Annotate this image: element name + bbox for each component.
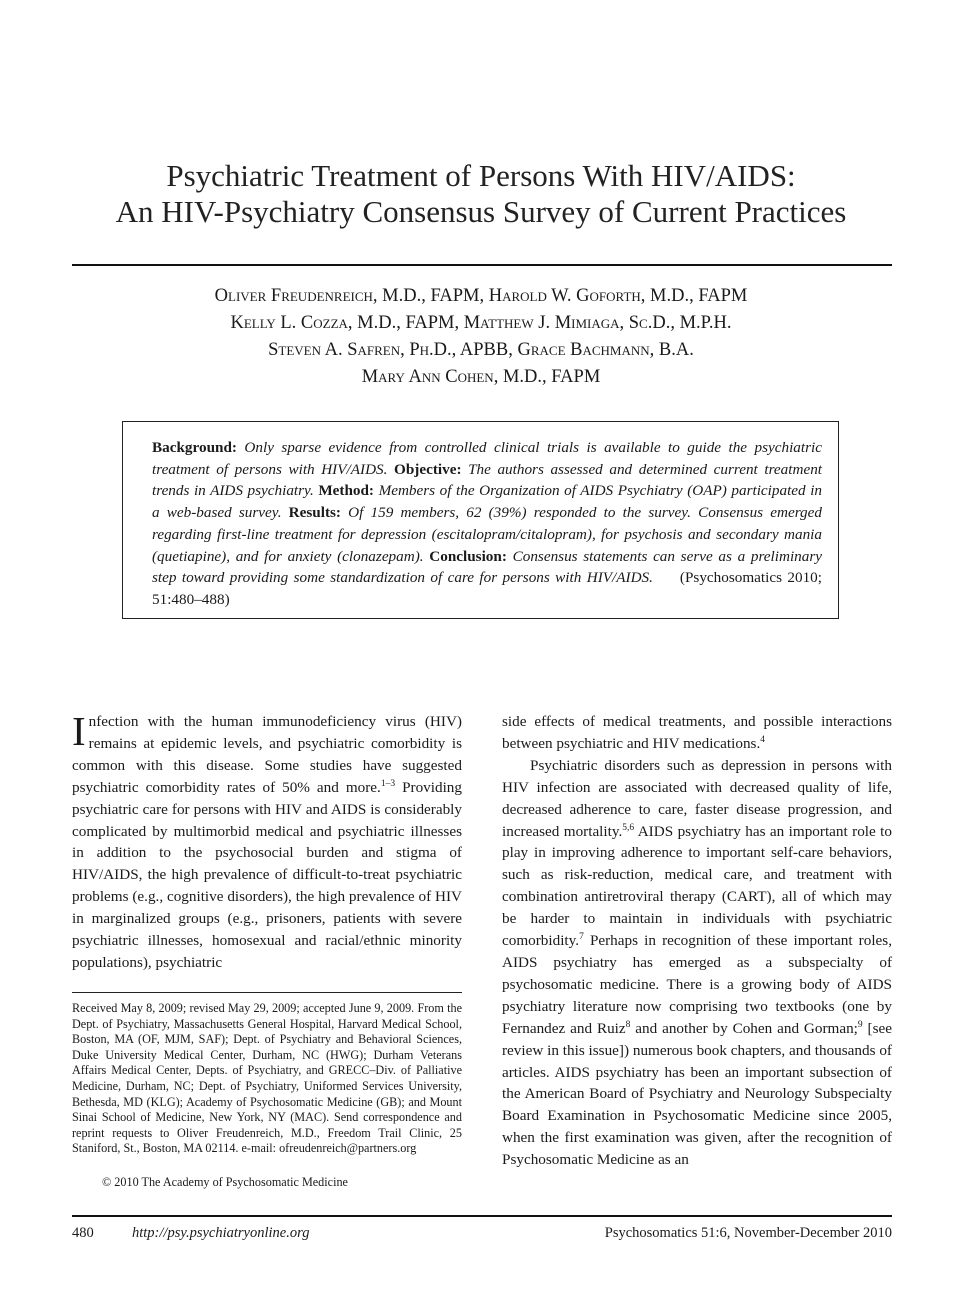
footnote-rule xyxy=(72,992,462,993)
objective-text: The authors assessed and determined current treatment trends in AIDS psychiatry. xyxy=(152,460,823,500)
footnote: Received May 8, 2009; revised May 29, 2009; accepted June 9, 2009. From the Dept. of Psychiatry, Massachusetts General Hospital, Harvard Medical School, Boston, MA (OF, MJM, SAF); Dept. of Psychiatry and Behavioral Sciences, Duke University Medical Center, Durham, NC (HWG); Durham Veterans Affairs Medical Center, Depts. of Psychiatry, and GRECC–Div. of Palliative Medicine, Durham, NC; Dept. of Psychiatry, Uniformed Services University, Bethesda, MD (KLG); Academy of Psychosomatic Medicine (GB); and Mount Sinai School of Medicine, New York, NY (MAC). Send correspondence and reprint requests to Oliver Freudenreich, M.D., Freedom Trail Clinic, 25 Staniford, St., Boston, MA 02114. e-mail: ofreudenreich@partners.org xyxy=(72,1001,462,1156)
conclusion-text: Consensus statements can serve as a preliminary step toward providing some standardization of care for persons with HIV/AIDS. xyxy=(152,547,823,587)
paragraph xyxy=(502,755,892,1171)
paragraph xyxy=(502,711,892,755)
journal-url-link[interactable]: http://psy.psychiatryonline.org xyxy=(132,1225,310,1241)
body-text: AIDS psychiatry has an important role to play in improving adherence to important self-care behaviors, such as risk-reduction, medical care, and treatment with combination antiretroviral therapy (CART), all of which may be harder to maintain in individuals with psychiatric comorbidity. xyxy=(502,822,892,950)
author-line: Steven A. Safren, Ph.D., APBB, Grace Bachmann, B.A. xyxy=(268,340,694,360)
body-column-left xyxy=(72,708,462,974)
body-text: [see review in this issue]) numerous book chapters, and thousands of articles. AIDS psychiatry has been an important subsection of the American Board of Psychiatry and Neurology Subspecialty Board Examination in Psychosomatic Medicine since 2005, when the first examination was given, after the recognition of Psychosomatic Medicine as an xyxy=(502,1019,892,1169)
citation-sup: 8 xyxy=(625,1019,631,1030)
objective-label: Objective: xyxy=(394,460,462,478)
method-label: Method: xyxy=(318,482,374,500)
citation-sup: 7 xyxy=(579,932,584,943)
citation-sup: 4 xyxy=(760,734,765,745)
page-number: 480 xyxy=(72,1225,94,1241)
article-title xyxy=(0,158,962,230)
body-text: side effects of medical treatments, and possible interactions between psychiatric and HIV medications. xyxy=(502,713,892,752)
author-line: Mary Ann Cohen, M.D., FAPM xyxy=(361,367,601,387)
citation-sup: 9 xyxy=(857,1019,863,1030)
citation-sup: 1–3 xyxy=(380,778,396,789)
results-label: Results: xyxy=(288,504,341,522)
author-list xyxy=(0,283,962,391)
body-text: and another by Cohen and Gorman; xyxy=(630,1019,858,1037)
copyright: © 2010 The Academy of Psychosomatic Medicine xyxy=(102,1175,348,1189)
body-column-right xyxy=(502,711,892,1171)
body-text: Psychiatric disorders such as depression in persons with HIV infection are associated with decreased quality of life, decreased adherence to care, faster disease progression, and increased mortality. xyxy=(502,756,892,840)
results-text: Of 159 members, 62 (39%) responded to the survey. Consensus emerged regarding first-line treatment for depression (escitalopram/citalopram), for psychosis and secondary mania (quetiapine), and for anxiety (clonazepam). xyxy=(152,504,822,565)
citation-sup: 5,6 xyxy=(622,822,635,833)
author-line: Oliver Freudenreich, M.D., FAPM, Harold W. Goforth, M.D., FAPM xyxy=(214,286,748,306)
author-line: Kelly L. Cozza, M.D., FAPM, Matthew J. Mimiaga, Sc.D., M.P.H. xyxy=(230,313,732,333)
title-line-1: Psychiatric Treatment of Persons With HIV/AIDS: xyxy=(166,158,796,193)
body-text: Perhaps in recognition of these important roles, AIDS psychiatry has emerged as a subspecialty of psychosomatic medicine. There is a growing body of AIDS psychiatry literature now comprising two textbooks (one by Fernandez and Ruiz xyxy=(502,932,892,1037)
abstract xyxy=(152,437,822,611)
journal-citation: Psychosomatics 51:6, November-December 2010 xyxy=(604,1225,892,1241)
background-text: Only sparse evidence from controlled clinical trials is available to guide the psychiatric treatment of persons with HIV/AIDS. xyxy=(152,439,822,478)
conclusion-label: Conclusion: xyxy=(429,547,507,565)
body-text: nfection with the human immunodeficiency virus (HIV) remains at epidemic levels, and psychiatric comorbidity is common with this disease. Some studies have suggested psychiatric comorbidity rates of 50% and more. xyxy=(72,713,462,796)
body-text: Providing psychiatric care for persons with HIV and AIDS is considerably complicated by multimorbid medical and psychiatric illnesses in addition to the psychosocial burden and stigma of HIV/AIDS, the high prevalence of difficult-to-treat psychiatric problems (e.g., cognitive disorders), the high prevalence of HIV in marginalized groups (e.g., prisoners, patients with severe psychiatric illnesses, homosexual and racial/ethnic minority populations), psychiatric xyxy=(72,778,462,971)
background-label: Background: xyxy=(152,439,237,456)
abstract-citation: (Psychosomatics 2010; 51:480–488) xyxy=(152,569,822,608)
title-rule xyxy=(72,264,892,266)
drop-cap: I xyxy=(72,708,86,754)
method-text: Members of the Organization of AIDS Psychiatry (OAP) participated in a web-based survey. xyxy=(152,482,823,522)
title-line-2: An HIV-Psychiatry Consensus Survey of Current Practices xyxy=(115,194,847,229)
footer-rule xyxy=(72,1215,892,1217)
